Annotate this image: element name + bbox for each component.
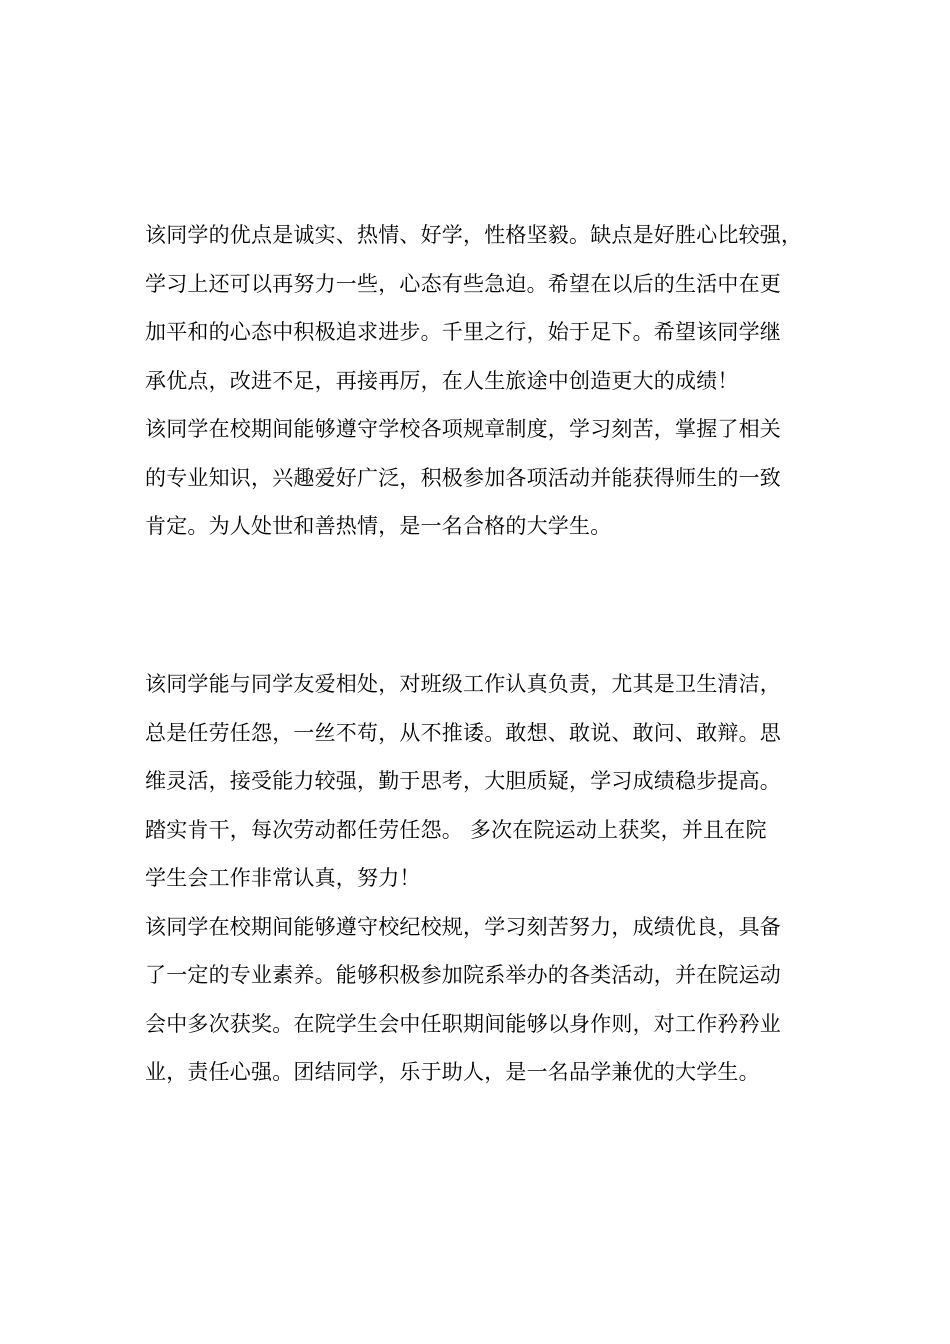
text-line: 承优点，改进不足，再接再厉，在人生旅途中创造更大的成绩！ <box>145 368 739 393</box>
text-line: 的专业知识，兴趣爱好广泛，积极参加各项活动并能获得师生的一致 <box>145 465 781 490</box>
text-line: 维灵活，接受能力较强，勤于思考，大胆质疑，学习成绩稳步提高。 <box>145 769 781 793</box>
text-line: 学习上还可以再努力一些，心态有些急迫。希望在以后的生活中在更 <box>145 271 781 296</box>
text-line: 学生会工作非常认真，努力！ <box>145 866 421 890</box>
text-section-2 <box>145 660 810 1097</box>
text-line: 总是任劳任怨，一丝不苟，从不推诿。敢想、敢说、敢问、敢辩。思 <box>145 720 781 745</box>
text-line: 踏实肯干，每次劳动都任劳任怨。 多次在院运动上获奖，并且在院 <box>145 817 767 842</box>
text-line: 肯定。为人处世和善热情，是一名合格的大学生。 <box>145 514 612 538</box>
text-line: 该同学能与同学友爱相处，对班级工作认真负责，尤其是卫生清洁， <box>145 672 781 696</box>
text-line: 会中多次获奖。在院学生会中任职期间能够以身作则，对工作矜矜业 <box>145 1011 781 1036</box>
text-line: 该同学的优点是诚实、热情、好学，性格坚毅。缺点是好胜心比较强， <box>145 223 803 247</box>
text-line: 加平和的心态中积极追求进步。千里之行，始于足下。希望该同学继 <box>145 320 781 344</box>
text-line: 该同学在校期间能够遵守校纪校规，学习刻苦努力，成绩优良，具备 <box>145 914 781 939</box>
text-line: 业，责任心强。团结同学，乐于助人，是一名品学兼优的大学生。 <box>145 1060 760 1084</box>
text-line: 该同学在校期间能够遵守学校各项规章制度，学习刻苦，掌握了相关 <box>145 417 781 441</box>
text-line: 了一定的专业素养。能够积极参加院系举办的各类活动，并在院运动 <box>145 963 781 987</box>
text-section-1 <box>145 211 810 551</box>
